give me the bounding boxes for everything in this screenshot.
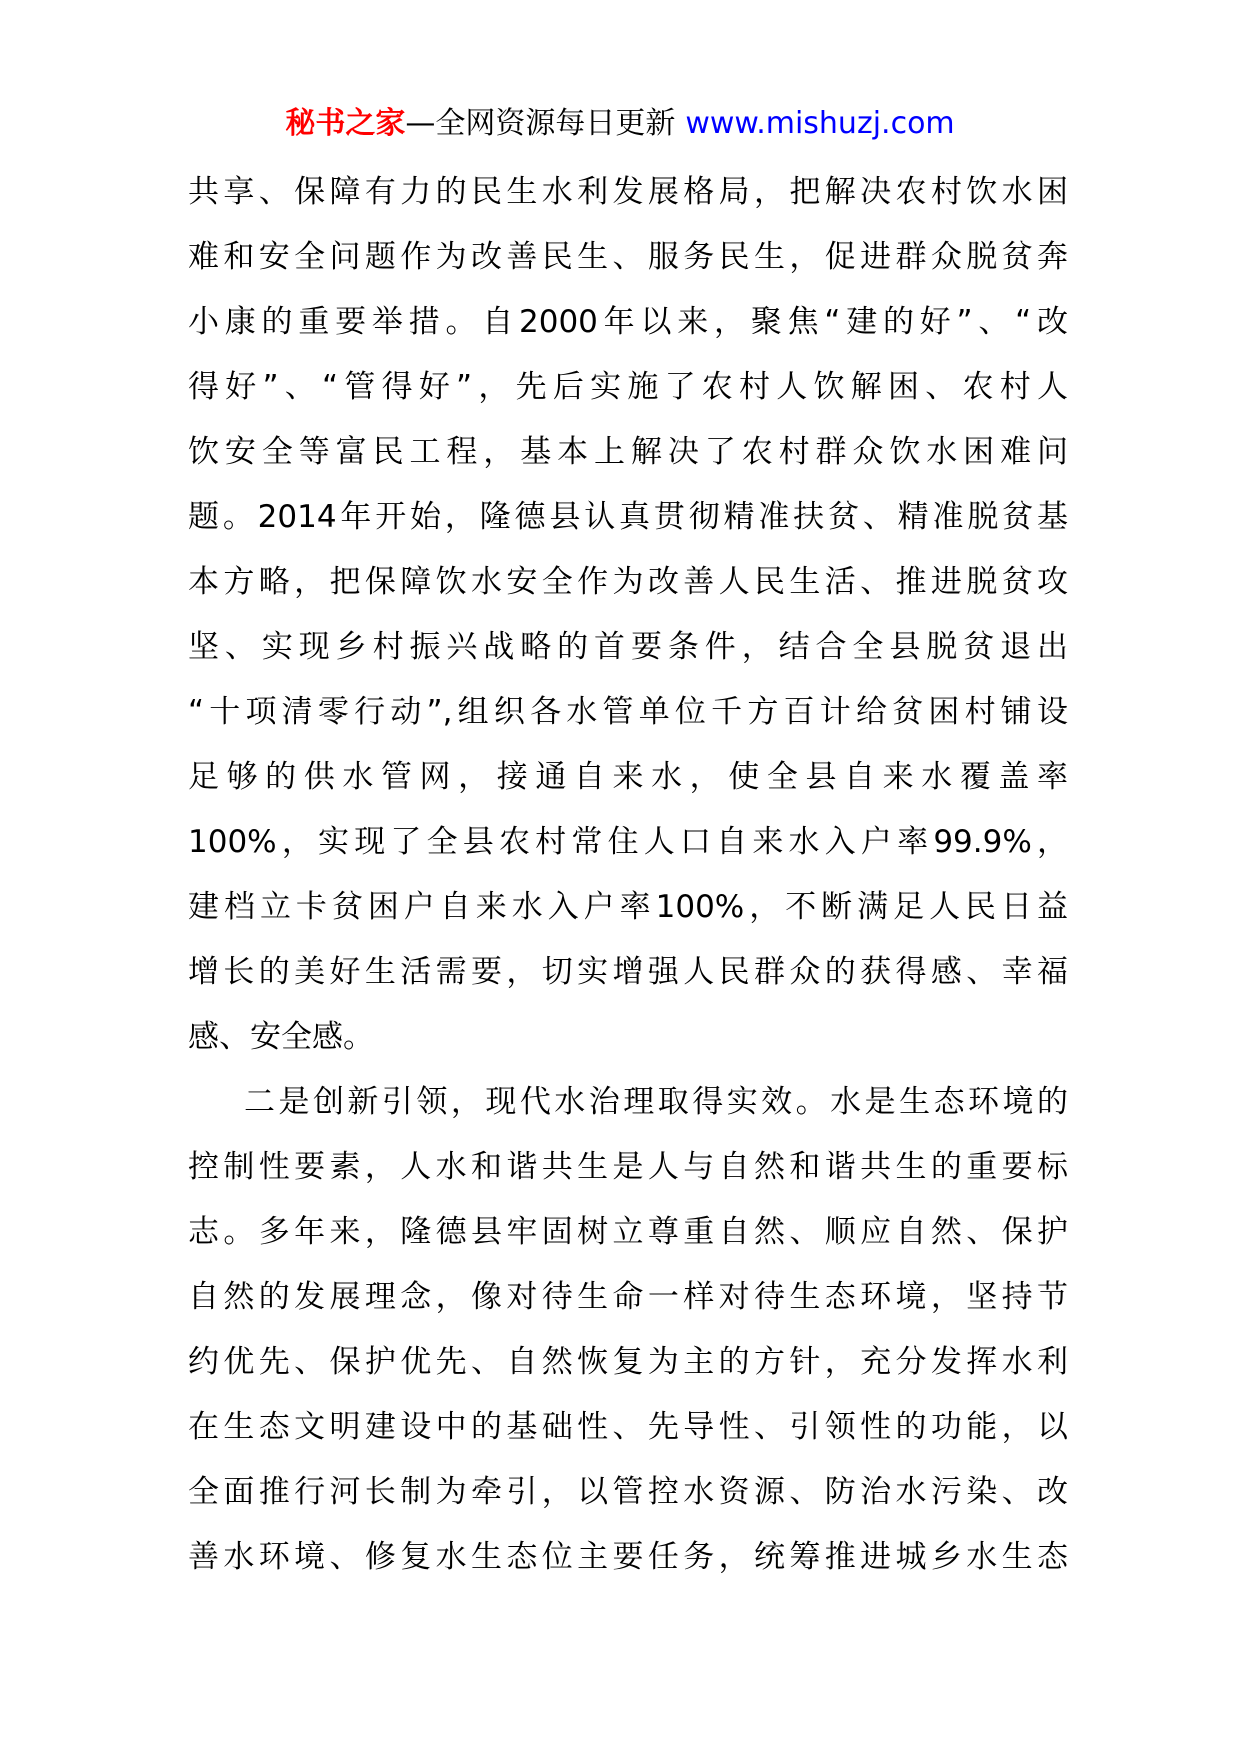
paragraph-start-line: 二是创新引领，现代水治理取得实效。水是生态环境的 [244,1084,1068,1120]
text-line: 坚、实现乡村振兴战略的首要条件，结合全县脱贫退出 [188,629,1068,665]
text-line: 建档立卡贫困户自来水入户率100%，不断满足人民日益 [188,889,1068,925]
body-text [188,160,1068,1590]
text-line: 约优先、保护优先、自然恢复为主的方针，充分发挥水利 [188,1344,1068,1380]
text-line: 控制性要素，人水和谐共生是人与自然和谐共生的重要标 [188,1149,1068,1185]
text-line: 得好”、“管得好”，先后实施了农村人饮解困、农村人 [188,369,1068,405]
text-line: 难和安全问题作为改善民生、服务民生，促进群众脱贫奔 [188,239,1068,275]
text-line: 100%，实现了全县农村常住人口自来水入户率99.9%， [188,824,1068,860]
text-line: 题。2014年开始，隆德县认真贯彻精准扶贫、精准脱贫基 [188,499,1068,535]
text-line: 在生态文明建设中的基础性、先导性、引领性的功能，以 [188,1409,1068,1445]
text-line: 自然的发展理念，像对待生命一样对待生态环境，坚持节 [188,1279,1068,1315]
header-url-link[interactable]: www.mishuzj.com [685,106,955,141]
text-line: “十项清零行动”,组织各水管单位千方百计给贫困村铺设 [188,694,1068,730]
text-line: 增长的美好生活需要，切实增强人民群众的获得感、幸福 [188,954,1068,990]
text-line: 本方略，把保障饮水安全作为改善人民生活、推进脱贫攻 [188,564,1068,600]
header-brand: 秘书之家 [285,106,406,141]
text-line: 共享、保障有力的民生水利发展格局，把解决农村饮水困 [188,174,1068,210]
text-line: 志。多年来，隆德县牢固树立尊重自然、顺应自然、保护 [188,1214,1068,1250]
text-line: 饮安全等富民工程，基本上解决了农村群众饮水困难问 [188,434,1068,470]
text-line: 足够的供水管网，接通自来水，使全县自来水覆盖率 [188,759,1068,795]
header-tagline: —全网资源每日更新 [405,106,676,141]
text-line: 善水环境、修复水生态位主要任务，统筹推进城乡水生态 [188,1539,1068,1575]
text-line: 感、安全感。 [188,1019,374,1055]
text-line: 全面推行河长制为牵引，以管控水资源、防治水污染、改 [188,1474,1068,1510]
page-header [0,100,1240,148]
text-line: 小康的重要举措。自2000年以来，聚焦“建的好”、“改 [188,304,1068,340]
